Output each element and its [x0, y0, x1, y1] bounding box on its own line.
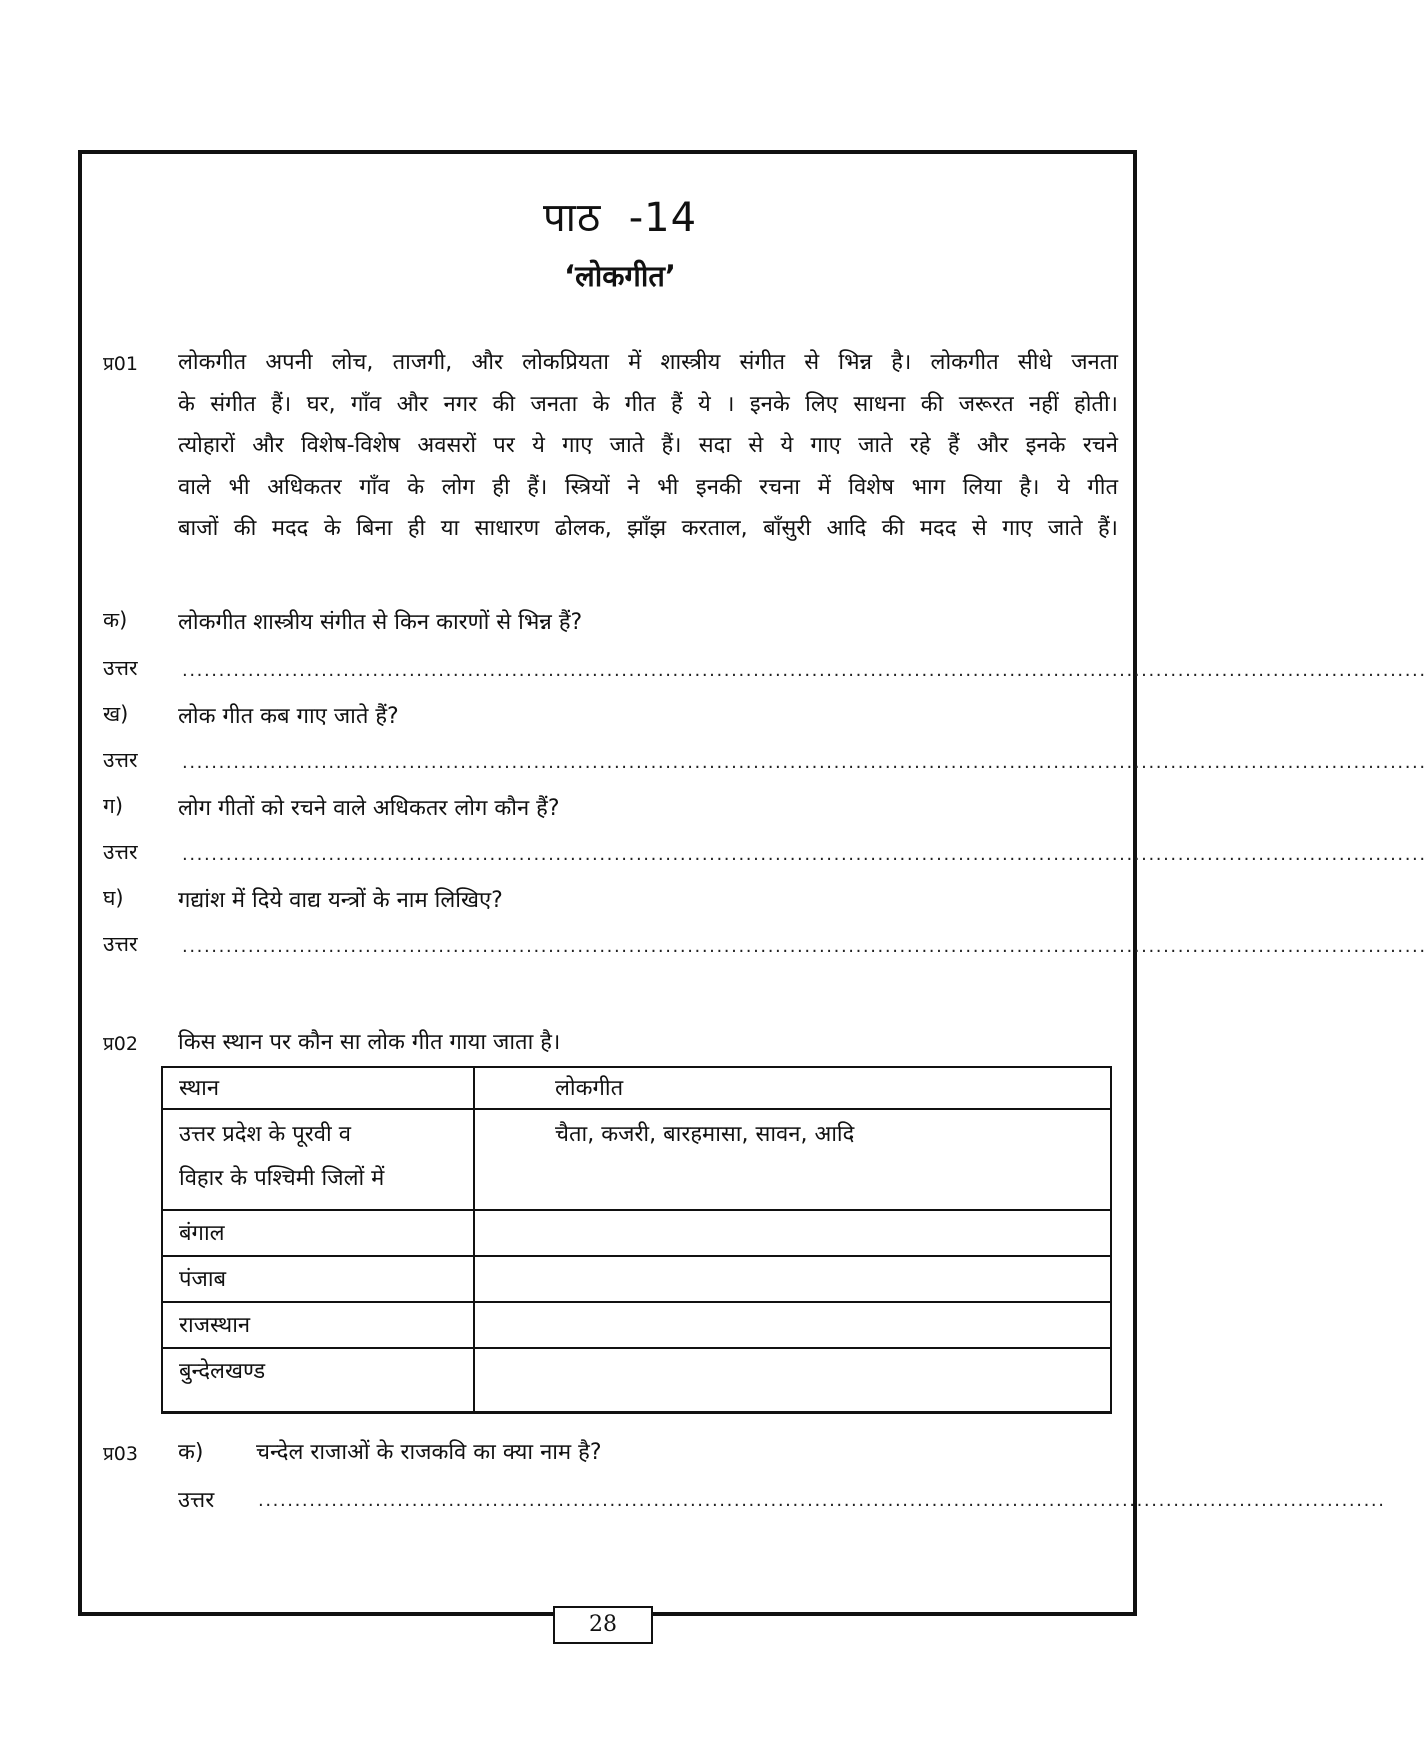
- lesson-subtitle: ‘लोकगीत’: [564, 259, 676, 293]
- subq-kha-text: लोक गीत कब गाए जाते हैं?: [178, 704, 399, 729]
- q3-answer-label: उत्तर: [178, 1488, 215, 1513]
- answer-line-kha[interactable]: ..........................................................................................................................................................................: [182, 752, 1427, 773]
- song-cell[interactable]: [474, 1302, 1111, 1348]
- table-row: [162, 1302, 1111, 1348]
- place-cell: राजस्थान: [162, 1302, 474, 1348]
- place-cell: बंगाल: [162, 1210, 474, 1256]
- table-row: [162, 1109, 1111, 1210]
- header-folksong: लोकगीत: [474, 1067, 1111, 1109]
- table-row: [162, 1348, 1111, 1413]
- passage-line: लोकगीत अपनी लोच, ताजगी, और लोकप्रियता में शास्त्रीय संगीत से भिन्न है। लोकगीत सीधे जनता: [178, 350, 1118, 375]
- answer-line-ka[interactable]: ..........................................................................................................................................................................: [182, 660, 1427, 681]
- q2-text: किस स्थान पर कौन सा लोक गीत गाया जाता है।: [178, 1030, 561, 1055]
- passage-line: बाजों की मदद के बिना ही या साधारण ढोलक, झाँझ करताल, बाँसुरी आदि की मदद से गाए जाते हैं।: [178, 516, 1118, 541]
- place-line: विहार के पश्चिमी जिलों में: [179, 1166, 385, 1191]
- q3-label: प्र03: [103, 1443, 138, 1465]
- subq-ga-text: लोग गीतों को रचने वाले अधिकतर लोग कौन हैं?: [178, 796, 560, 821]
- answer-label: उत्तर: [103, 656, 138, 680]
- table-row: [162, 1210, 1111, 1256]
- q2-label: प्र02: [103, 1033, 138, 1055]
- subq-ka-text: लोकगीत शास्त्रीय संगीत से किन कारणों से भिन्न हैं?: [178, 610, 583, 635]
- answer-label: उत्तर: [103, 840, 138, 864]
- subq-ka-label: क): [103, 608, 128, 632]
- header-place: स्थान: [162, 1067, 474, 1109]
- folksong-table: [161, 1066, 1112, 1414]
- answer-line-ga[interactable]: ..........................................................................................................................................................................: [182, 844, 1427, 865]
- place-line: उत्तर प्रदेश के पूरवी व: [179, 1122, 351, 1147]
- place-cell: पंजाब: [162, 1256, 474, 1302]
- subq-gha-text: गद्यांश में दिये वाद्य यन्त्रों के नाम लिखिए?: [178, 888, 503, 913]
- song-cell[interactable]: [474, 1348, 1111, 1413]
- page-number: 28: [553, 1606, 653, 1644]
- passage-line: के संगीत हैं। घर, गाँव और नगर की जनता के गीत हैं ये । इनके लिए साधना की जरूरत नहीं होती।: [178, 391, 1118, 417]
- q3-sub-label: क): [178, 1440, 204, 1465]
- subq-gha-label: घ): [103, 886, 124, 910]
- place-cell: बुन्देलखण्ड: [162, 1348, 474, 1413]
- subq-kha-label: ख): [103, 702, 129, 726]
- place-cell: [162, 1109, 474, 1210]
- song-cell[interactable]: [474, 1256, 1111, 1302]
- song-cell: चैता, कजरी, बारहमासा, सावन, आदि: [474, 1109, 1111, 1210]
- answer-label: उत्तर: [103, 932, 138, 956]
- song-cell[interactable]: [474, 1210, 1111, 1256]
- answer-line-gha[interactable]: ..........................................................................................................................................................................: [182, 936, 1427, 957]
- q3-text: चन्देल राजाओं के राजकवि का क्या नाम है?: [256, 1440, 602, 1465]
- subq-ga-label: ग): [103, 794, 124, 818]
- q1-label: प्र01: [103, 353, 138, 375]
- table-header-row: [162, 1067, 1111, 1109]
- answer-line-q3[interactable]: ..........................................................................................................................................................: [258, 1490, 1386, 1511]
- passage-line: त्योहारों और विशेष-विशेष अवसरों पर ये गाए जाते हैं। सदा से ये गाए जाते रहे हैं और इनके रचने: [178, 433, 1118, 458]
- lesson-title: पाठ -14: [542, 195, 698, 241]
- table-row: [162, 1256, 1111, 1302]
- passage-line: वाले भी अधिकतर गाँव के लोग ही हैं। स्त्रियों ने भी इनकी रचना में विशेष भाग लिया है। ये गीत: [178, 474, 1118, 500]
- answer-label: उत्तर: [103, 748, 138, 772]
- q1-passage: [178, 342, 1118, 550]
